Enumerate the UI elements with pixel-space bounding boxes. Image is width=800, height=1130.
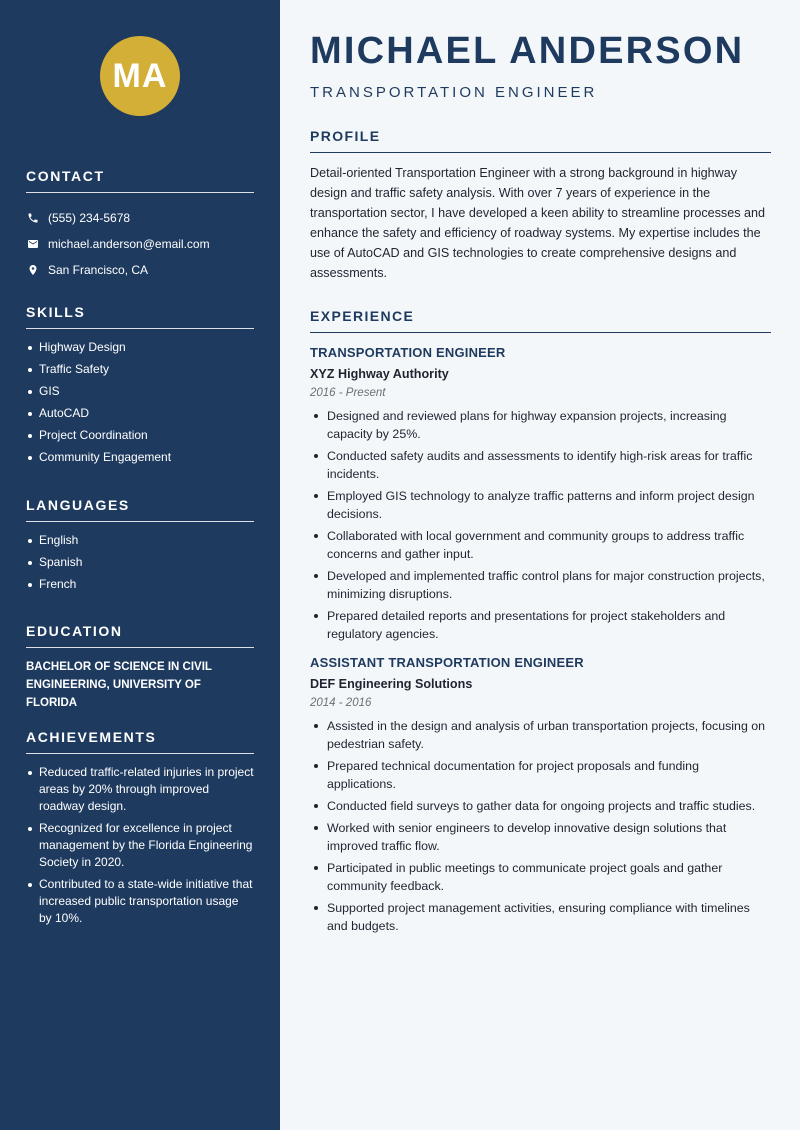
profile-heading: PROFILE [310,128,771,153]
job-entry [310,345,771,643]
job-bullet: Conducted safety audits and assessments to identify high-risk areas for traffic incidents. [310,447,771,483]
skill-item: Project Coordination [26,427,254,444]
job-title: TRANSPORTATION ENGINEER [310,345,506,360]
job-bullet: Supported project management activities, ensuring compliance with timelines and budgets. [310,899,771,935]
skills-heading: SKILLS [26,304,254,329]
experience-heading: EXPERIENCE [310,308,771,333]
job-bullet: Worked with senior engineers to develop innovative design solutions that improved traffic flow. [310,819,771,855]
job-bullets [310,717,771,935]
company-name: DEF Engineering Solutions [310,677,473,691]
job-bullet: Prepared detailed reports and presentations for project stakeholders and regulatory agencies. [310,607,771,643]
achievement-item: Reduced traffic-related injuries in project areas by 20% through improved roadway design. [26,764,254,815]
skill-item: Community Engagement [26,449,254,466]
avatar-initials: MA [100,36,180,116]
languages-list [26,532,254,593]
profile-section [310,128,771,283]
job-title: ASSISTANT TRANSPORTATION ENGINEER [310,655,584,670]
job-bullet: Employed GIS technology to analyze traffic patterns and inform project design decisions. [310,487,771,523]
sidebar [0,0,280,1130]
skill-item: AutoCAD [26,405,254,422]
skill-item: Traffic Safety [26,361,254,378]
education-section [26,623,254,712]
contact-list [26,205,254,283]
education-degree: BACHELOR OF SCIENCE IN CIVIL ENGINEERING, UNIVERSITY OF FLORIDA [26,661,212,709]
location-text: San Francisco, CA [48,263,149,277]
profile-text: Detail-oriented Transportation Engineer with a strong background in highway design and traffic safety analysis. With over 7 years of experience in the transportation sector, I have developed a keen ability to streamline processes and enhance the safety and efficiency of roadway systems. My expertise includes the use of AutoCAD and GIS technologies to create comprehensive designs and assessments. [310,166,766,280]
contact-section [26,168,254,283]
job-bullet: Collaborated with local government and community groups to address traffic concerns and gather input. [310,527,771,563]
language-item: English [26,532,254,549]
achievement-item: Recognized for excellence in project management by the Florida Engineering Society in 2020. [26,820,254,871]
contact-phone [26,205,254,231]
skills-list [26,339,254,466]
company-name: XYZ Highway Authority [310,367,449,381]
job-dates: 2016 - Present [310,387,386,399]
contact-location [26,257,254,283]
achievement-item: Contributed to a state-wide initiative that increased public transportation usage by 10%. [26,876,254,927]
job-bullet: Designed and reviewed plans for highway expansion projects, increasing capacity by 25%. [310,407,771,443]
experience-section [310,308,771,939]
job-entry [310,655,771,935]
job-bullets [310,407,771,643]
language-item: Spanish [26,554,254,571]
email-text[interactable]: michael.anderson@email.com [48,237,210,251]
achievements-list [26,764,254,927]
job-bullet: Participated in public meetings to communicate project goals and gather community feedback. [310,859,771,895]
job-bullet: Prepared technical documentation for project proposals and funding applications. [310,757,771,793]
language-item: French [26,576,254,593]
languages-heading: LANGUAGES [26,497,254,522]
achievements-section [26,729,254,932]
skill-item: Highway Design [26,339,254,356]
job-title-header: TRANSPORTATION ENGINEER [310,84,598,101]
location-pin-icon [26,263,40,277]
contact-heading: CONTACT [26,168,254,193]
contact-email [26,231,254,257]
job-bullet: Developed and implemented traffic control plans for major construction projects, minimizing disruptions. [310,567,771,603]
languages-section [26,497,254,598]
achievements-heading: ACHIEVEMENTS [26,729,254,754]
email-icon [26,237,40,251]
skill-item: GIS [26,383,254,400]
skills-section [26,304,254,471]
job-bullet: Assisted in the design and analysis of urban transportation projects, focusing on pedestrian safety. [310,717,771,753]
phone-text: (555) 234-5678 [48,211,131,225]
phone-icon [26,211,40,225]
education-heading: EDUCATION [26,623,254,648]
job-dates: 2014 - 2016 [310,697,372,709]
job-bullet: Conducted field surveys to gather data for ongoing projects and traffic studies. [310,797,771,815]
person-name: MICHAEL ANDERSON [310,30,745,72]
